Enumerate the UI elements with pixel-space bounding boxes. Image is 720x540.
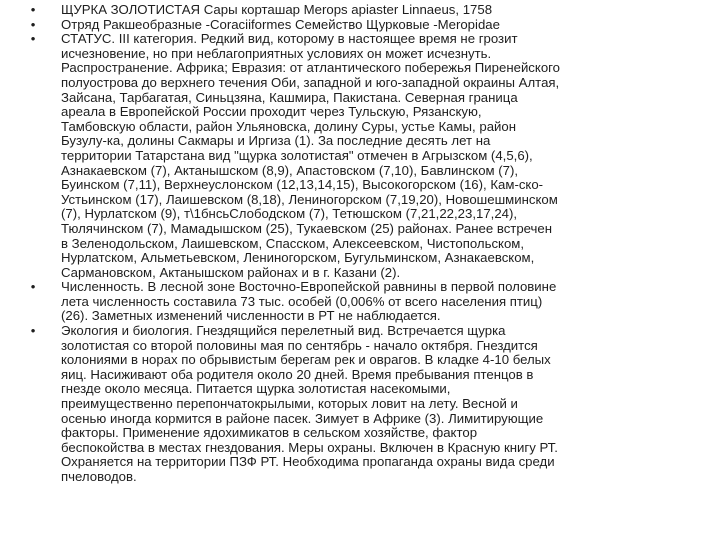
bullet-item-status — [22, 32, 712, 280]
bullet-item-ecology — [22, 324, 712, 485]
bullet-item-taxonomy — [22, 18, 712, 33]
bullet-list — [22, 3, 712, 485]
bullet-dot-icon: • — [30, 31, 36, 47]
bullet-item-population — [22, 280, 712, 324]
bullet-text: Экология и биология. Гнездящийся перелетный вид. Встречается щурка золотистая со второй половины мая по сентябрь - начало октября. Гнездится колониями в норах по обрывистым берегам рек и оврагов. В кладке 4-10 белых яиц. Насиживают оба родителя около 20 дней. Время пребывания птенцов в гнезде около месяца. Питается щурка золотистая насекомыми, преимущественно перепончатокрылыми, которых ловит на лету. Весной и осенью иногда кормится в районе пасек. Зимует в Африке (3). Лимитирующие факторы. Применение ядохимикатов в сельском хозяйстве, фактор беспокойства в местах гнездования. Меры охраны. Включен в Красную книгу РТ. Охраняется на территории ПЗФ РТ. Необходима пропаганда охраны вида среди пчеловодов. — [61, 323, 558, 484]
bullet-dot-icon: • — [30, 2, 36, 17]
bullet-text: СТАТУС. III категория. Редкий вид, которому в настоящее время не грозит исчезновение, но при неблагоприятных условиях он может исчезнуть. Распространение. Африка; Евразия: от атлантического побережья Пиренейского полуострова до верхнего течения Оби, западной и юго-западной окраины Алтая, Зайсана, Тарбагатая, Синьцзяна, Кашмира, Пакистана. Северная граница ареала в Европейской России проходит через Тульскую, Рязанскую, Тамбовскую области, район Ульяновска, долину Суры, устье Камы, район Бузулу-ка, долины Сакмары и Иргиза (1). За последние десять лет на территории Татарстана вид "щурка золотистая" отмечен в Агрызском (4,5,6), Азнакаевском (7), Актанышском (8,9), Апастовском (7,10), Бавлинском (7), Буинском (7,11), Верхнеуслонском (12,13,14,15), Высокогорском (16), Кам-ско- Устьинском (17), Лаишевском (8,18), Лениногорском (7,19,20), Новошешминском (7), Нурлатском (9), т\1бнсьСлободском (7), Тетюшском (7,21,22,23,17,24), Тюлячинском (7), Мамадышском (25), Тукаевском (25) районах. Ранее встречен в Зеленодольском, Лаишевском, Спасском, Алексеевском, Чистопольском, Нурлатском, Альметьевском, Лениногорском, Бугульминском, Азнакаевском, Сармановском, Актанышском районах и в г. Казани (2). — [61, 31, 561, 280]
bullet-item-title — [22, 3, 712, 18]
bullet-text: Численность. В лесной зоне Восточно-Европейской равнины в первой половине лета численность составила 73 тыс. особей (0,006% от всего населения птиц) (26). Заметных изменений численности в РТ не наблюдается. — [61, 279, 557, 324]
bullet-dot-icon: • — [30, 16, 36, 32]
bullet-dot-icon: • — [30, 323, 36, 339]
bullet-dot-icon: • — [30, 279, 36, 295]
bullet-text: Отряд Ракшеобразные -Coraciiformes Семейство Щурковые -Meropidae — [61, 16, 500, 32]
bullet-text: ЩУРКА ЗОЛОТИСТАЯ Сары корташар Merops apiaster Linnaeus, 1758 — [61, 2, 493, 17]
